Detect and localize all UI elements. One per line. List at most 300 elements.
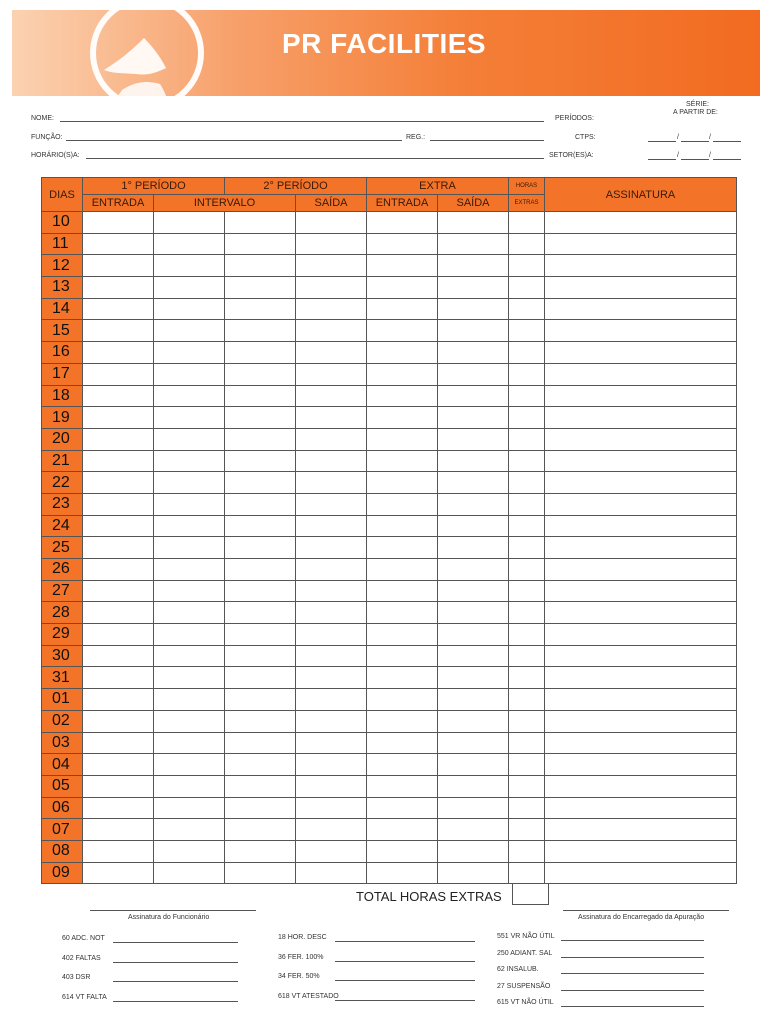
time-entry-cell[interactable] (83, 233, 154, 255)
time-entry-cell[interactable] (509, 277, 545, 299)
time-entry-cell[interactable] (296, 580, 367, 602)
time-entry-cell[interactable] (154, 580, 225, 602)
time-entry-cell[interactable] (83, 624, 154, 646)
time-entry-cell[interactable] (545, 819, 737, 841)
time-entry-cell[interactable] (225, 819, 296, 841)
time-entry-cell[interactable] (438, 775, 509, 797)
time-entry-cell[interactable] (296, 689, 367, 711)
time-entry-cell[interactable] (83, 342, 154, 364)
time-entry-cell[interactable] (154, 754, 225, 776)
time-entry-cell[interactable] (367, 732, 438, 754)
time-entry-cell[interactable] (154, 559, 225, 581)
time-entry-cell[interactable] (438, 559, 509, 581)
time-entry-cell[interactable] (545, 298, 737, 320)
time-entry-cell[interactable] (438, 255, 509, 277)
time-entry-cell[interactable] (225, 754, 296, 776)
time-entry-cell[interactable] (154, 624, 225, 646)
time-entry-cell[interactable] (438, 472, 509, 494)
time-entry-cell[interactable] (225, 255, 296, 277)
table-row (42, 407, 737, 429)
time-entry-cell[interactable] (367, 407, 438, 429)
table-row (42, 775, 737, 797)
reg-field[interactable] (430, 140, 544, 141)
setores-field-1[interactable] (648, 159, 676, 160)
time-entry-cell[interactable] (367, 754, 438, 776)
time-entry-cell[interactable] (509, 428, 545, 450)
time-entry-cell[interactable] (438, 862, 509, 884)
time-entry-cell[interactable] (83, 450, 154, 472)
time-entry-cell[interactable] (438, 342, 509, 364)
day-number: 17 (42, 363, 83, 385)
time-entry-cell[interactable] (225, 407, 296, 429)
time-entry-cell[interactable] (296, 840, 367, 862)
time-entry-cell[interactable] (367, 450, 438, 472)
time-entry-cell[interactable] (296, 493, 367, 515)
time-entry-cell[interactable] (225, 277, 296, 299)
time-entry-cell[interactable] (225, 732, 296, 754)
time-entry-cell[interactable] (225, 385, 296, 407)
time-entry-cell[interactable] (367, 515, 438, 537)
time-entry-cell[interactable] (83, 667, 154, 689)
time-entry-cell[interactable] (367, 602, 438, 624)
time-entry-cell[interactable] (154, 493, 225, 515)
time-entry-cell[interactable] (438, 428, 509, 450)
time-entry-cell[interactable] (296, 320, 367, 342)
time-entry-cell[interactable] (225, 580, 296, 602)
time-entry-cell[interactable] (545, 797, 737, 819)
table-row (42, 862, 737, 884)
time-entry-cell[interactable] (367, 255, 438, 277)
time-entry-cell[interactable] (509, 732, 545, 754)
time-entry-cell[interactable] (509, 320, 545, 342)
reg-label: REG.: (406, 134, 426, 141)
time-entry-cell[interactable] (438, 277, 509, 299)
time-entry-cell[interactable] (367, 775, 438, 797)
time-entry-cell[interactable] (296, 342, 367, 364)
code-value-field[interactable] (561, 940, 704, 941)
header-banner (12, 10, 760, 96)
time-entry-cell[interactable] (83, 363, 154, 385)
time-entry-cell[interactable] (545, 537, 737, 559)
time-entry-cell[interactable] (509, 298, 545, 320)
time-entry-cell[interactable] (83, 277, 154, 299)
time-entry-cell[interactable] (438, 840, 509, 862)
time-entry-cell[interactable] (545, 710, 737, 732)
time-entry-cell[interactable] (83, 255, 154, 277)
time-entry-cell[interactable] (225, 233, 296, 255)
time-entry-cell[interactable] (225, 450, 296, 472)
time-entry-cell[interactable] (225, 559, 296, 581)
time-entry-cell[interactable] (154, 710, 225, 732)
time-entry-cell[interactable] (154, 255, 225, 277)
time-entry-cell[interactable] (83, 754, 154, 776)
time-entry-cell[interactable] (367, 580, 438, 602)
time-entry-cell[interactable] (154, 862, 225, 884)
total-horas-extras-label: TOTAL HORAS EXTRAS (356, 889, 502, 904)
time-entry-cell[interactable] (509, 515, 545, 537)
time-entry-cell[interactable] (225, 775, 296, 797)
time-entry-cell[interactable] (296, 472, 367, 494)
time-entry-cell[interactable] (509, 819, 545, 841)
time-entry-cell[interactable] (154, 819, 225, 841)
time-entry-cell[interactable] (438, 689, 509, 711)
time-entry-cell[interactable] (296, 732, 367, 754)
code-value-field[interactable] (335, 941, 475, 942)
time-entry-cell[interactable] (296, 797, 367, 819)
time-entry-cell[interactable] (83, 320, 154, 342)
time-entry-cell[interactable] (83, 298, 154, 320)
time-entry-cell[interactable] (438, 819, 509, 841)
code-value-field[interactable] (113, 962, 238, 963)
time-entry-cell[interactable] (367, 559, 438, 581)
time-entry-cell[interactable] (296, 537, 367, 559)
time-entry-cell[interactable] (296, 645, 367, 667)
time-entry-cell[interactable] (225, 493, 296, 515)
time-entry-cell[interactable] (509, 689, 545, 711)
time-entry-cell[interactable] (367, 363, 438, 385)
time-entry-cell[interactable] (367, 277, 438, 299)
time-entry-cell[interactable] (225, 212, 296, 234)
time-entry-cell[interactable] (367, 233, 438, 255)
time-entry-cell[interactable] (545, 732, 737, 754)
time-entry-cell[interactable] (367, 667, 438, 689)
time-entry-cell[interactable] (296, 212, 367, 234)
time-entry-cell[interactable] (438, 450, 509, 472)
time-entry-cell[interactable] (154, 277, 225, 299)
time-entry-cell[interactable] (438, 407, 509, 429)
time-entry-cell[interactable] (509, 710, 545, 732)
time-entry-cell[interactable] (367, 493, 438, 515)
time-entry-cell[interactable] (154, 298, 225, 320)
time-entry-cell[interactable] (367, 624, 438, 646)
time-entry-cell[interactable] (367, 385, 438, 407)
time-entry-cell[interactable] (296, 602, 367, 624)
time-entry-cell[interactable] (154, 797, 225, 819)
time-entry-cell[interactable] (83, 840, 154, 862)
time-entry-cell[interactable] (509, 342, 545, 364)
time-entry-cell[interactable] (154, 428, 225, 450)
time-entry-cell[interactable] (83, 428, 154, 450)
time-entry-cell[interactable] (296, 710, 367, 732)
time-entry-cell[interactable] (83, 385, 154, 407)
time-entry-cell[interactable] (83, 775, 154, 797)
time-entry-cell[interactable] (509, 840, 545, 862)
time-entry-cell[interactable] (154, 385, 225, 407)
time-entry-cell[interactable] (154, 840, 225, 862)
time-entry-cell[interactable] (154, 472, 225, 494)
setores-slash-2: / (709, 152, 711, 159)
time-entry-cell[interactable] (438, 580, 509, 602)
time-entry-cell[interactable] (509, 667, 545, 689)
time-entry-cell[interactable] (154, 342, 225, 364)
time-entry-cell[interactable] (225, 602, 296, 624)
time-entry-cell[interactable] (367, 862, 438, 884)
time-entry-cell[interactable] (154, 537, 225, 559)
time-entry-cell[interactable] (83, 493, 154, 515)
day-number: 19 (42, 407, 83, 429)
time-entry-cell[interactable] (225, 428, 296, 450)
time-entry-cell[interactable] (367, 212, 438, 234)
time-entry-cell[interactable] (438, 732, 509, 754)
code-label: 34 FER. 50% (278, 973, 320, 980)
time-entry-cell[interactable] (154, 363, 225, 385)
time-entry-cell[interactable] (438, 667, 509, 689)
time-entry-cell[interactable] (154, 689, 225, 711)
time-entry-cell[interactable] (509, 537, 545, 559)
code-value-field[interactable] (113, 942, 238, 943)
time-entry-cell[interactable] (296, 363, 367, 385)
time-entry-cell[interactable] (154, 407, 225, 429)
time-entry-cell[interactable] (225, 689, 296, 711)
code-value-field[interactable] (335, 980, 475, 981)
ctps-field-2[interactable] (681, 141, 709, 142)
time-entry-cell[interactable] (225, 645, 296, 667)
time-entry-cell[interactable] (296, 428, 367, 450)
time-entry-cell[interactable] (296, 255, 367, 277)
time-entry-cell[interactable] (367, 840, 438, 862)
time-entry-cell[interactable] (154, 515, 225, 537)
time-entry-cell[interactable] (545, 472, 737, 494)
time-entry-cell[interactable] (509, 754, 545, 776)
time-entry-cell[interactable] (154, 667, 225, 689)
code-value-field[interactable] (113, 1001, 238, 1002)
time-entry-cell[interactable] (296, 775, 367, 797)
time-entry-cell[interactable] (296, 450, 367, 472)
time-entry-cell[interactable] (545, 255, 737, 277)
time-entry-cell[interactable] (545, 515, 737, 537)
code-value-field[interactable] (113, 981, 238, 982)
code-value-field[interactable] (561, 1006, 704, 1007)
time-entry-cell[interactable] (438, 710, 509, 732)
setores-field-2[interactable] (681, 159, 709, 160)
time-entry-cell[interactable] (545, 407, 737, 429)
time-entry-cell[interactable] (154, 645, 225, 667)
time-entry-cell[interactable] (438, 363, 509, 385)
day-number: 22 (42, 472, 83, 494)
time-entry-cell[interactable] (154, 233, 225, 255)
nome-field[interactable] (60, 121, 544, 122)
time-entry-cell[interactable] (225, 515, 296, 537)
time-entry-cell[interactable] (509, 233, 545, 255)
time-entry-cell[interactable] (438, 537, 509, 559)
time-entry-cell[interactable] (545, 363, 737, 385)
time-entry-cell[interactable] (296, 385, 367, 407)
setores-label: SETOR(ES)A: (549, 152, 594, 159)
time-entry-cell[interactable] (296, 233, 367, 255)
time-entry-cell[interactable] (367, 819, 438, 841)
time-entry-cell[interactable] (296, 277, 367, 299)
time-entry-cell[interactable] (83, 710, 154, 732)
time-entry-cell[interactable] (367, 428, 438, 450)
ctps-field-1[interactable] (648, 141, 676, 142)
table-row (42, 342, 737, 364)
time-entry-cell[interactable] (225, 298, 296, 320)
time-entry-cell[interactable] (83, 862, 154, 884)
time-entry-cell[interactable] (225, 363, 296, 385)
code-value-field[interactable] (561, 990, 704, 991)
time-entry-cell[interactable] (509, 580, 545, 602)
time-entry-cell[interactable] (545, 862, 737, 884)
time-entry-cell[interactable] (509, 472, 545, 494)
time-entry-cell[interactable] (83, 212, 154, 234)
code-label: 62 INSALUB. (497, 966, 539, 973)
time-entry-cell[interactable] (225, 472, 296, 494)
time-entry-cell[interactable] (154, 732, 225, 754)
time-entry-cell[interactable] (509, 862, 545, 884)
time-entry-cell[interactable] (83, 537, 154, 559)
time-entry-cell[interactable] (367, 645, 438, 667)
timesheet-grid (41, 177, 736, 886)
time-entry-cell[interactable] (367, 537, 438, 559)
time-entry-cell[interactable] (154, 212, 225, 234)
time-entry-cell[interactable] (545, 493, 737, 515)
time-entry-cell[interactable] (545, 775, 737, 797)
time-entry-cell[interactable] (438, 624, 509, 646)
saida-header-2: SAÍDA (438, 195, 509, 212)
time-entry-cell[interactable] (296, 515, 367, 537)
day-number: 02 (42, 710, 83, 732)
time-entry-cell[interactable] (545, 840, 737, 862)
time-entry-cell[interactable] (367, 710, 438, 732)
time-entry-cell[interactable] (438, 754, 509, 776)
time-entry-cell[interactable] (545, 754, 737, 776)
time-entry-cell[interactable] (509, 407, 545, 429)
time-entry-cell[interactable] (367, 298, 438, 320)
time-entry-cell[interactable] (367, 472, 438, 494)
time-entry-cell[interactable] (509, 363, 545, 385)
time-entry-cell[interactable] (83, 407, 154, 429)
time-entry-cell[interactable] (509, 797, 545, 819)
time-entry-cell[interactable] (438, 212, 509, 234)
time-entry-cell[interactable] (83, 472, 154, 494)
time-entry-cell[interactable] (509, 624, 545, 646)
funcao-field[interactable] (66, 140, 402, 141)
time-entry-cell[interactable] (154, 602, 225, 624)
time-entry-cell[interactable] (225, 862, 296, 884)
table-row (42, 602, 737, 624)
encarregado-signature-line[interactable] (563, 910, 729, 911)
time-entry-cell[interactable] (225, 537, 296, 559)
time-entry-cell[interactable] (83, 645, 154, 667)
time-entry-cell[interactable] (438, 298, 509, 320)
time-entry-cell[interactable] (367, 689, 438, 711)
intervalo-header: INTERVALO (154, 195, 296, 212)
time-entry-cell[interactable] (545, 580, 737, 602)
time-entry-cell[interactable] (154, 450, 225, 472)
time-entry-cell[interactable] (225, 320, 296, 342)
time-entry-cell[interactable] (509, 645, 545, 667)
time-entry-cell[interactable] (545, 559, 737, 581)
time-entry-cell[interactable] (438, 602, 509, 624)
time-entry-cell[interactable] (83, 819, 154, 841)
time-entry-cell[interactable] (225, 667, 296, 689)
time-entry-cell[interactable] (438, 385, 509, 407)
time-entry-cell[interactable] (545, 667, 737, 689)
time-entry-cell[interactable] (83, 797, 154, 819)
time-entry-cell[interactable] (83, 559, 154, 581)
time-entry-cell[interactable] (438, 645, 509, 667)
time-entry-cell[interactable] (438, 515, 509, 537)
time-entry-cell[interactable] (545, 277, 737, 299)
table-row (42, 754, 737, 776)
time-entry-cell[interactable] (438, 233, 509, 255)
total-horas-extras-field[interactable] (512, 884, 549, 905)
time-entry-cell[interactable] (83, 732, 154, 754)
code-label: 618 VT ATESTADO (278, 992, 339, 1000)
time-entry-cell[interactable] (545, 212, 737, 234)
code-value-field[interactable] (335, 1000, 475, 1001)
code-value-field[interactable] (561, 957, 704, 958)
time-entry-cell[interactable] (367, 320, 438, 342)
time-entry-cell[interactable] (545, 450, 737, 472)
code-value-field[interactable] (561, 973, 704, 974)
time-entry-cell[interactable] (509, 493, 545, 515)
setores-field-3[interactable] (713, 159, 741, 160)
time-entry-cell[interactable] (296, 407, 367, 429)
code-value-field[interactable] (335, 961, 475, 962)
time-entry-cell[interactable] (509, 775, 545, 797)
time-entry-cell[interactable] (509, 212, 545, 234)
time-entry-cell[interactable] (154, 775, 225, 797)
ctps-field-3[interactable] (713, 141, 741, 142)
time-entry-cell[interactable] (83, 602, 154, 624)
time-entry-cell[interactable] (545, 428, 737, 450)
time-entry-cell[interactable] (545, 342, 737, 364)
time-entry-cell[interactable] (509, 450, 545, 472)
time-entry-cell[interactable] (296, 819, 367, 841)
time-entry-cell[interactable] (545, 645, 737, 667)
time-entry-cell[interactable] (545, 689, 737, 711)
time-entry-cell[interactable] (225, 710, 296, 732)
ctps-slash-2: / (709, 134, 711, 141)
time-entry-cell[interactable] (225, 342, 296, 364)
time-entry-cell[interactable] (438, 797, 509, 819)
time-entry-cell[interactable] (509, 255, 545, 277)
funcionario-signature-line[interactable] (90, 910, 256, 911)
time-entry-cell[interactable] (545, 602, 737, 624)
time-entry-cell[interactable] (545, 233, 737, 255)
time-entry-cell[interactable] (545, 624, 737, 646)
time-entry-cell[interactable] (296, 624, 367, 646)
time-entry-cell[interactable] (545, 385, 737, 407)
horarios-field[interactable] (86, 158, 544, 159)
time-entry-cell[interactable] (509, 385, 545, 407)
code-label: 402 FALTAS (62, 954, 101, 962)
day-number: 04 (42, 754, 83, 776)
time-entry-cell[interactable] (83, 580, 154, 602)
time-entry-cell[interactable] (296, 667, 367, 689)
time-entry-cell[interactable] (154, 320, 225, 342)
time-entry-cell[interactable] (296, 559, 367, 581)
time-entry-cell[interactable] (509, 602, 545, 624)
time-entry-cell[interactable] (367, 342, 438, 364)
time-entry-cell[interactable] (545, 320, 737, 342)
time-entry-cell[interactable] (296, 298, 367, 320)
dias-header: DIAS (42, 178, 83, 212)
time-entry-cell[interactable] (225, 840, 296, 862)
time-entry-cell[interactable] (296, 862, 367, 884)
time-entry-cell[interactable] (438, 320, 509, 342)
time-entry-cell[interactable] (367, 797, 438, 819)
time-entry-cell[interactable] (296, 754, 367, 776)
time-entry-cell[interactable] (438, 493, 509, 515)
time-entry-cell[interactable] (83, 689, 154, 711)
time-entry-cell[interactable] (225, 797, 296, 819)
table-row (42, 233, 737, 255)
time-entry-cell[interactable] (83, 515, 154, 537)
time-entry-cell[interactable] (225, 624, 296, 646)
time-entry-cell[interactable] (509, 559, 545, 581)
